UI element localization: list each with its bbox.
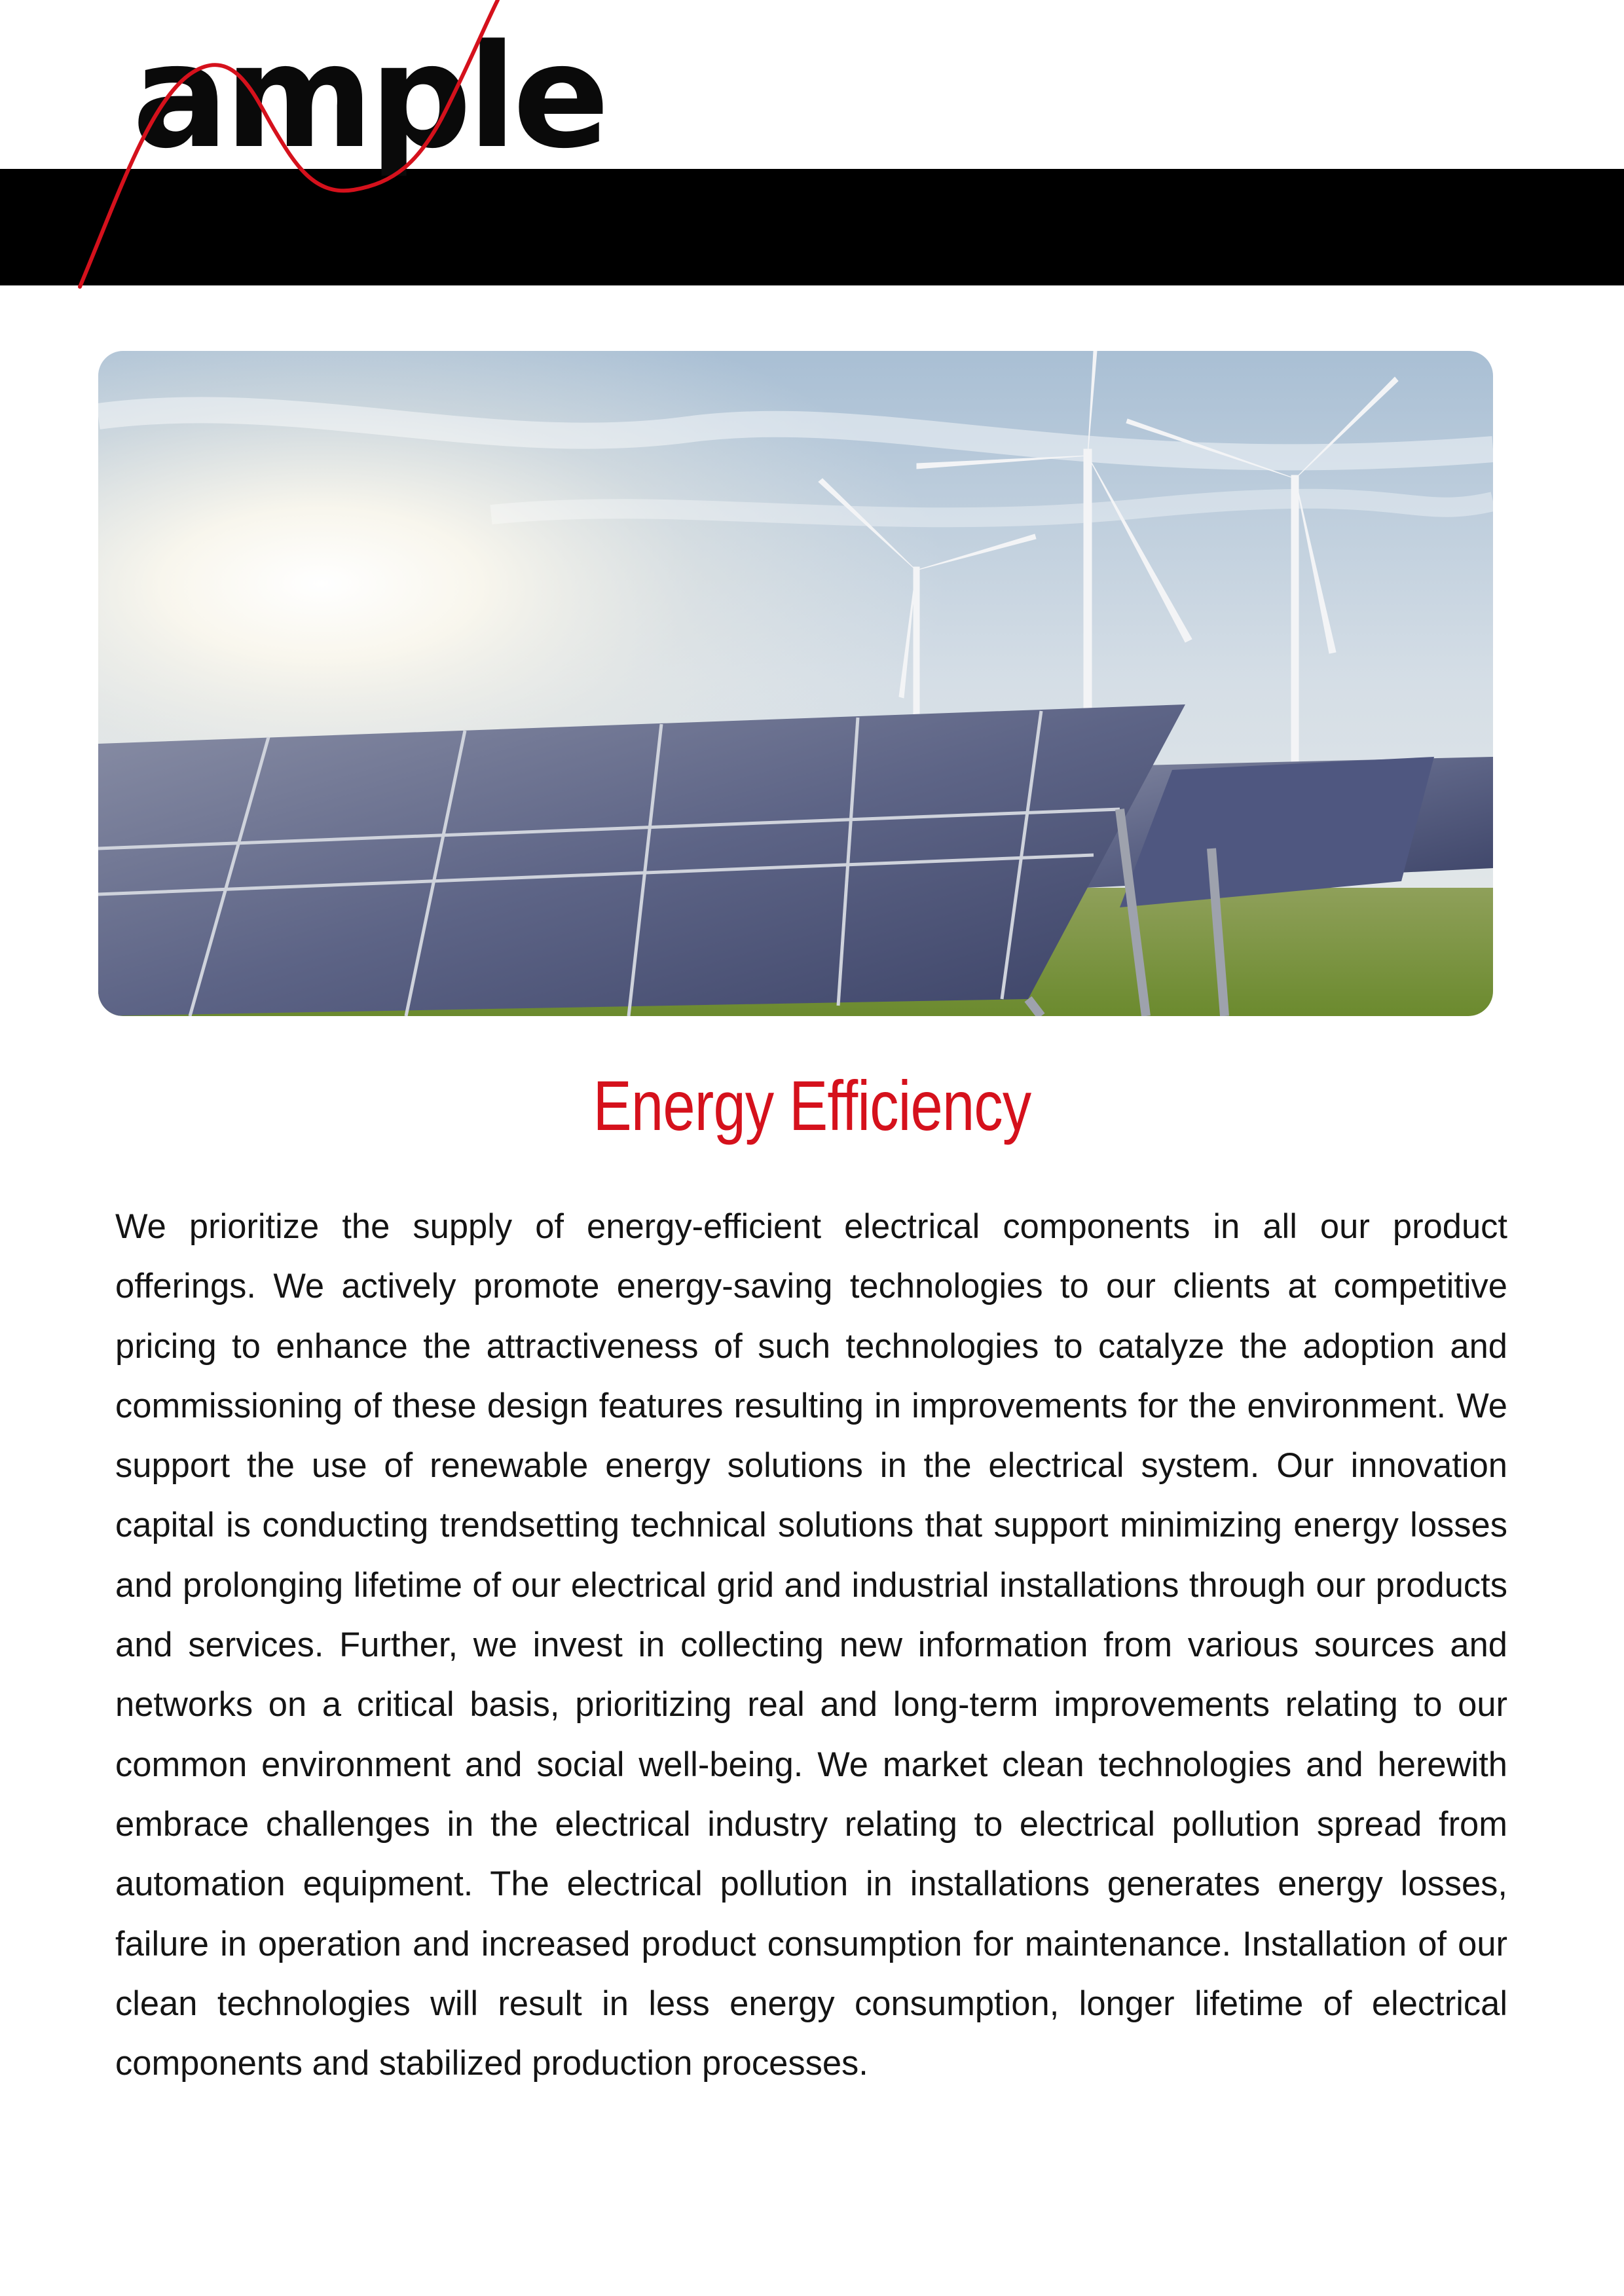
- hero-image: [98, 351, 1493, 1016]
- logo-wordmark: ample: [132, 14, 606, 180]
- logo-sine-wave-icon: [79, 0, 550, 288]
- solar-panels-wind-turbines-icon: [98, 351, 1493, 1016]
- section-body: We prioritize the supply of energy-efficient electrical components in all our product offerings. We actively promote energy-saving technologies to our clients at competitive pricing to enhance the attractiveness of such technologies to catalyze the adoption and commissioning of these design features resulting in improvements for the environment. We support the use of renewable energy solutions in the electrical system. Our innovation capital is conducting trendsetting technical solutions that support minimizing energy losses and prolonging lifetime of our electrical grid and industrial installations through our products and services. Further, we invest in collecting new information from various sources and networks on a critical basis, prioritizing real and long-term improvements relating to our common environment and social well-being. We market clean technologies and herewith embrace challenges in the electrical industry relating to electrical pollution spread from automation equipment. The electrical pollution in installations generates energy losses, failure in operation and increased product consumption for maintenance. Installation of our clean technologies will result in less energy consumption, longer lifetime of electrical components and stabilized production processes.: [115, 1207, 1507, 2083]
- section-title: Energy Efficiency: [593, 1066, 1031, 1145]
- ample-logo: [79, 0, 606, 288]
